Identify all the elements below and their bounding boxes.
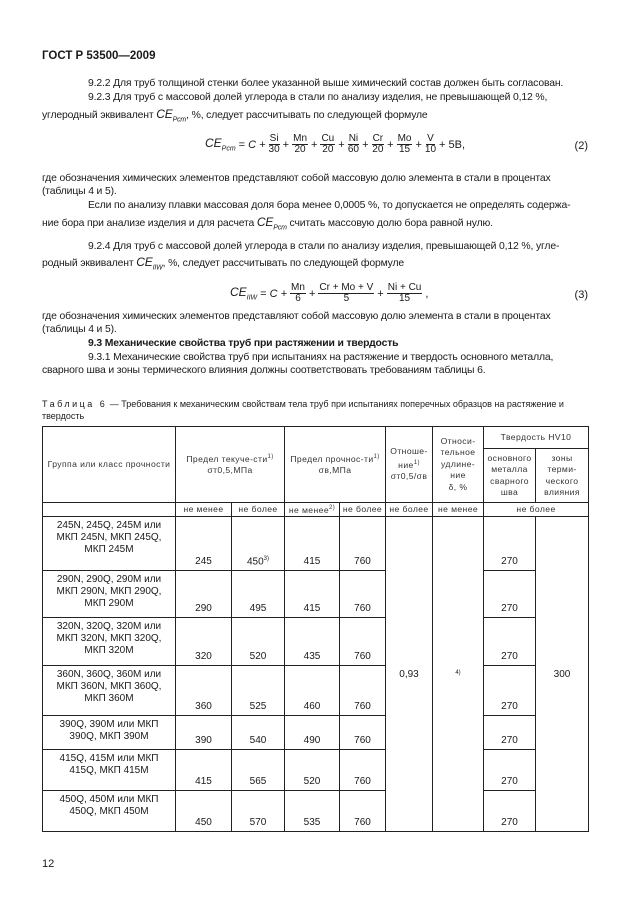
tensile-min: 415	[285, 571, 340, 618]
text: , %, следует рассчитывать по следующей формуле	[162, 258, 405, 269]
hardness-base: 270	[484, 666, 536, 716]
num: Si	[269, 133, 279, 144]
label: Группа или класс прочности	[47, 458, 171, 469]
fn: 3)	[263, 555, 270, 562]
ce: CE	[156, 107, 173, 121]
page-number: 12	[42, 858, 55, 870]
num: V	[427, 133, 434, 144]
plus: +	[311, 138, 318, 151]
den: 15	[398, 293, 411, 304]
frac	[425, 134, 436, 155]
den: 5	[343, 293, 350, 304]
plus: +	[377, 287, 384, 300]
yield-max	[232, 517, 285, 571]
paragraph-9-3-1: 9.3.1 Механические свойства труб при испытаниях на растяжение и твердость основного металла, сварного шва и зоны термического влияния должны соответствовать требованиям таблицы 6.	[42, 352, 554, 376]
frac	[348, 134, 359, 155]
table-row	[43, 618, 589, 666]
plus: +	[387, 138, 394, 151]
group-cell: 415Q, 415M или МКП 415Q, МКП 415М	[43, 750, 176, 791]
plus: +	[415, 138, 422, 151]
plus: +	[308, 287, 316, 300]
empty	[43, 503, 176, 517]
yield-min: 390	[176, 716, 232, 750]
yield-max: 570	[232, 791, 285, 832]
end: ,	[425, 287, 429, 300]
frac	[320, 134, 335, 155]
iiw: IIW	[246, 294, 258, 302]
pcm: Pcm	[273, 224, 287, 232]
boron-text-cont	[42, 216, 588, 234]
label: не менее	[288, 504, 329, 515]
pcm: Pcm	[172, 116, 187, 124]
sub-max: не более	[484, 503, 589, 517]
formula-3	[230, 283, 428, 304]
table-row	[43, 716, 589, 750]
header-hardness: Твердость HV10	[484, 427, 589, 449]
label: Предел прочнос-ти	[290, 453, 374, 464]
hardness-base: 270	[484, 618, 536, 666]
plus: +	[338, 138, 345, 151]
group-cell: 245N, 245Q, 245M или МКП 245N, МКП 245Q, МКП 245М	[43, 517, 176, 571]
unit: σв,МПа	[318, 465, 352, 476]
num: Ni + Cu	[387, 282, 422, 293]
paragraph-9-2-4: 9.2.4 Для труб с массовой долей углерода в стали по анализу изделия, превышающей 0,12 %, угле-	[88, 241, 560, 252]
yield-min: 415	[176, 750, 232, 791]
yield-min: 290	[176, 571, 232, 618]
pcm: Pcm	[221, 145, 236, 153]
paragraph-9-2-3-cont	[42, 108, 588, 126]
yield-max: 565	[232, 750, 285, 791]
tensile-min: 460	[285, 666, 340, 716]
text: , %, следует рассчитывать по следующей формуле	[186, 110, 428, 121]
eq: =	[238, 138, 246, 151]
num: Cu	[321, 133, 335, 144]
ce-symbol	[256, 215, 287, 232]
sub-min	[285, 503, 340, 517]
tensile-min: 415	[285, 517, 340, 571]
fn: 1)	[413, 459, 420, 466]
table-row	[43, 571, 589, 618]
table-caption	[42, 398, 588, 422]
ce: CE	[205, 136, 222, 151]
sub-max: не более	[340, 503, 386, 517]
den: 20	[294, 144, 306, 155]
text: считать массовую долю бора равной нулю.	[289, 218, 493, 229]
num: Ni	[348, 133, 359, 144]
where-text-1: где обозначения химических элементов представляют собой массовую долю элемента в стали в процентах (таблицы 4 и 5).	[42, 173, 551, 197]
yield-max: 520	[232, 618, 285, 666]
frac	[372, 134, 385, 155]
label: Предел текуче-сти	[186, 453, 268, 464]
fn: 1)	[267, 454, 274, 461]
formula-2	[205, 134, 465, 155]
yield-min: 245	[176, 517, 232, 571]
boron-text: Если по анализу плавки массовая доля бора менее 0,0005 %, то допускается не определять содержа-	[88, 200, 571, 211]
header-ratio	[386, 427, 433, 503]
tensile-max: 760	[340, 750, 386, 791]
group-cell: 390Q, 390M или МКП 390Q, МКП 390М	[43, 716, 176, 750]
label: Относи-тельное удлине-ние	[440, 435, 476, 481]
fn: 4)	[455, 669, 461, 676]
yield-max: 540	[232, 716, 285, 750]
ce: CE	[136, 255, 153, 269]
tail: + 5B,	[439, 138, 466, 151]
header-haz: зоны терми-ческого влияния	[536, 449, 589, 503]
den: 20	[322, 144, 334, 155]
elongation-cell	[433, 517, 484, 832]
sub-min: не менее	[176, 503, 232, 517]
iiw: IIW	[152, 264, 163, 272]
tensile-max: 760	[340, 571, 386, 618]
text: углеродный эквивалент	[42, 110, 154, 121]
text: ние бора при анализе изделия и для расчета	[42, 218, 255, 229]
caption-text: — Требования к механическим свойствам тела труб при испытаниях поперечных образцов на растяжение и твердость	[42, 399, 564, 421]
plus: +	[362, 138, 369, 151]
unit: σт0,5,МПа	[207, 465, 253, 476]
num: Cr + Mo + V	[319, 282, 374, 293]
tensile-max: 760	[340, 618, 386, 666]
den: 60	[347, 144, 359, 155]
tensile-max: 760	[340, 517, 386, 571]
den: 20	[372, 144, 384, 155]
header-yield	[176, 427, 285, 503]
unit: σт0,5/σв	[390, 471, 428, 482]
table-row	[43, 517, 589, 571]
hardness-haz: 300	[536, 517, 589, 832]
caption-label: Таблица 6	[42, 399, 108, 409]
unit: δ, %	[448, 481, 468, 492]
den: 10	[424, 144, 437, 155]
ce-symbol	[156, 107, 187, 124]
yield-min: 360	[176, 666, 232, 716]
ce-symbol	[230, 285, 257, 301]
ratio-cell: 0,93	[386, 517, 433, 832]
num: Mo	[397, 133, 412, 144]
table-row	[43, 791, 589, 832]
ce-symbol	[136, 255, 163, 272]
tensile-max: 760	[340, 666, 386, 716]
label: Отноше-ние	[390, 446, 428, 470]
num: Mn	[291, 282, 305, 293]
c: C +	[248, 138, 266, 151]
text: родный эквивалент	[42, 258, 134, 269]
fn: 2)	[329, 505, 336, 511]
eq: =	[260, 287, 267, 300]
where-text-2: где обозначения химических элементов представляют собой массовую долю элемента в стали в процентах (таблицы 4 и 5).	[42, 311, 551, 335]
ce: CE	[230, 285, 247, 300]
hardness-base: 270	[484, 791, 536, 832]
tensile-max: 760	[340, 791, 386, 832]
tensile-min: 435	[285, 618, 340, 666]
hardness-base: 270	[484, 716, 536, 750]
plus: +	[282, 138, 290, 151]
group-cell: 360N, 360Q, 360M или МКП 360N, МКП 360Q, МКП 360М	[43, 666, 176, 716]
yield-max: 495	[232, 571, 285, 618]
equation-number-3: (3)	[574, 289, 588, 301]
hardness-base: 270	[484, 517, 536, 571]
frac	[318, 283, 374, 304]
c: C +	[269, 287, 288, 300]
num: Mn	[293, 133, 308, 144]
frac	[292, 134, 308, 155]
paragraph-9-2-2: 9.2.2 Для труб толщиной стенки более указанной выше химический состав должен быть согласован.	[88, 78, 564, 89]
paragraph-9-2-4-cont	[42, 256, 588, 274]
frac	[397, 134, 413, 155]
group-cell: 290N, 290Q, 290M или МКП 290N, МКП 290Q, МКП 290М	[43, 571, 176, 618]
table-row	[43, 666, 589, 716]
tensile-min: 535	[285, 791, 340, 832]
group-cell: 320N, 320Q, 320M или МКП 320N, МКП 320Q, МКП 320М	[43, 618, 176, 666]
frac	[387, 283, 423, 304]
group-cell: 450Q, 450M или МКП 450Q, МКП 450М	[43, 791, 176, 832]
tensile-min: 520	[285, 750, 340, 791]
den: 15	[398, 144, 411, 155]
section-9-3-heading: 9.3 Механические свойства труб при растяжении и твердость	[88, 338, 399, 349]
hardness-base: 270	[484, 571, 536, 618]
yield-max: 525	[232, 666, 285, 716]
sub-max: не более	[386, 503, 433, 517]
num: Cr	[372, 133, 384, 144]
frac	[269, 134, 280, 155]
frac	[290, 283, 306, 304]
ce-symbol	[205, 136, 236, 152]
paragraph-9-2-3: 9.2.3 Для труб с массовой долей углерода в стали по анализу изделия, не превышающей 0,12 %,	[88, 92, 548, 103]
yield-min: 320	[176, 618, 232, 666]
table-row	[43, 750, 589, 791]
tensile-max: 760	[340, 716, 386, 750]
equation-number-2: (2)	[574, 140, 588, 152]
ce: CE	[256, 215, 274, 229]
hardness-base: 270	[484, 750, 536, 791]
header-group	[43, 427, 176, 503]
sub-max: не более	[232, 503, 285, 517]
header-elongation	[433, 427, 484, 503]
value: 450	[246, 555, 264, 567]
sub-min: не менее	[433, 503, 484, 517]
tensile-min: 490	[285, 716, 340, 750]
header-base-metal: основного металла сварного шва	[484, 449, 536, 503]
header-tensile	[285, 427, 386, 503]
yield-min: 450	[176, 791, 232, 832]
document-header: ГОСТ Р 53500—2009	[42, 50, 156, 62]
fn: 1)	[373, 454, 380, 461]
den: 30	[268, 144, 280, 155]
table-6	[42, 426, 589, 832]
den: 6	[295, 293, 301, 304]
